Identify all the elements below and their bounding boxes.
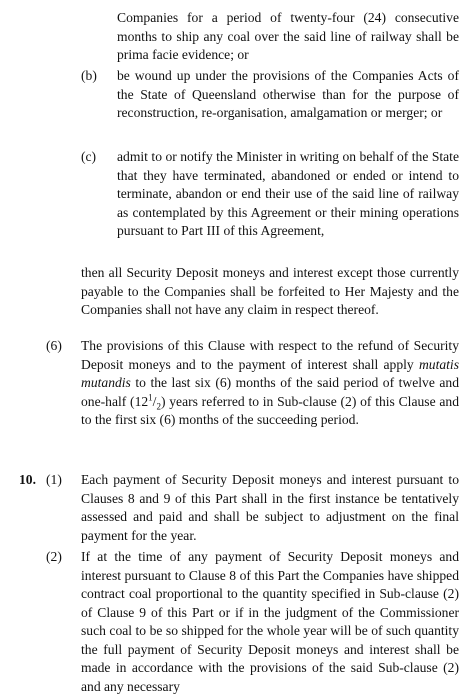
- item-c-text: admit to or notify the Minister in writing on behalf of the State that they have terminated, abandoned or ended or intend to terminate, abandon or end their use of the said line of railway as contemplated by this Agreement or their mining operations pursuant to Part III of this Agreement,: [117, 149, 459, 238]
- item-b-text: be wound up under the provisions of the Companies Acts of the State of Queensland otherwise than for the purpose of reconstruction, re-organisation, amalgamation or merger; or: [117, 68, 459, 120]
- item-b-label: (b): [81, 68, 97, 83]
- clause-10-sub1-text: Each payment of Security Deposit moneys and interest pursuant to Clauses 8 and 9 of this Part shall in the first instance be tentatively assessed and paid and shall be subject to adjustment on the final payment for the year.: [81, 472, 459, 543]
- fraction-numerator: 1: [148, 391, 153, 402]
- subclause-6-text-part: The provisions of this Clause with respect to the refund of Security Deposit moneys and to the payment of interest shall apply: [81, 338, 459, 372]
- item-c-label: (c): [81, 149, 97, 164]
- fraction-denominator: 2: [156, 401, 161, 412]
- subclause-6-label: (6): [46, 338, 62, 353]
- item-a-text: Companies for a period of twenty-four (24) consecutive months to ship any coal over the said line of railway shall be prima facie evidence; or: [117, 10, 459, 62]
- forfeiture-paragraph: then all Security Deposit moneys and interest except those currently payable to the Companies shall be forfeited to Her Majesty and the Companies shall not have any claim in respect thereof.: [81, 265, 459, 317]
- fraction-slash: /: [152, 393, 157, 409]
- clause-10-number: 10.: [19, 472, 36, 487]
- item-a-continuation: [117, 9, 459, 65]
- clause-10-sub2-text: If at the time of any payment of Security Deposit moneys and interest pursuant to Clause 8 of this Part the Companies have shipped contract coal proportional to the quantity specified in Sub-clause (2) of Clause 9 of this Part or if in the judgment of the Commissioner such coal to be so shipped for the whole year will be of such quantity the full payment of Security Deposit moneys and interest shall be made in accordance with the provisions of the said Sub-clause (2) and any necessary: [81, 549, 459, 694]
- clause-10-sub2-label: (2): [46, 549, 62, 564]
- mutatis-mutandis: mutatis mutandis: [81, 356, 459, 390]
- clause-10-sub1-label: (1): [46, 472, 62, 487]
- subclause-6-text-part: to the last six (6) months of the said period of twelve and one-half (12: [81, 375, 459, 409]
- subclause-6-text-part: ) years referred to in Sub-clause (2) of this Clause and to the first six (6) months of the succeeding period.: [81, 393, 459, 427]
- subclause-6-text: [81, 337, 459, 430]
